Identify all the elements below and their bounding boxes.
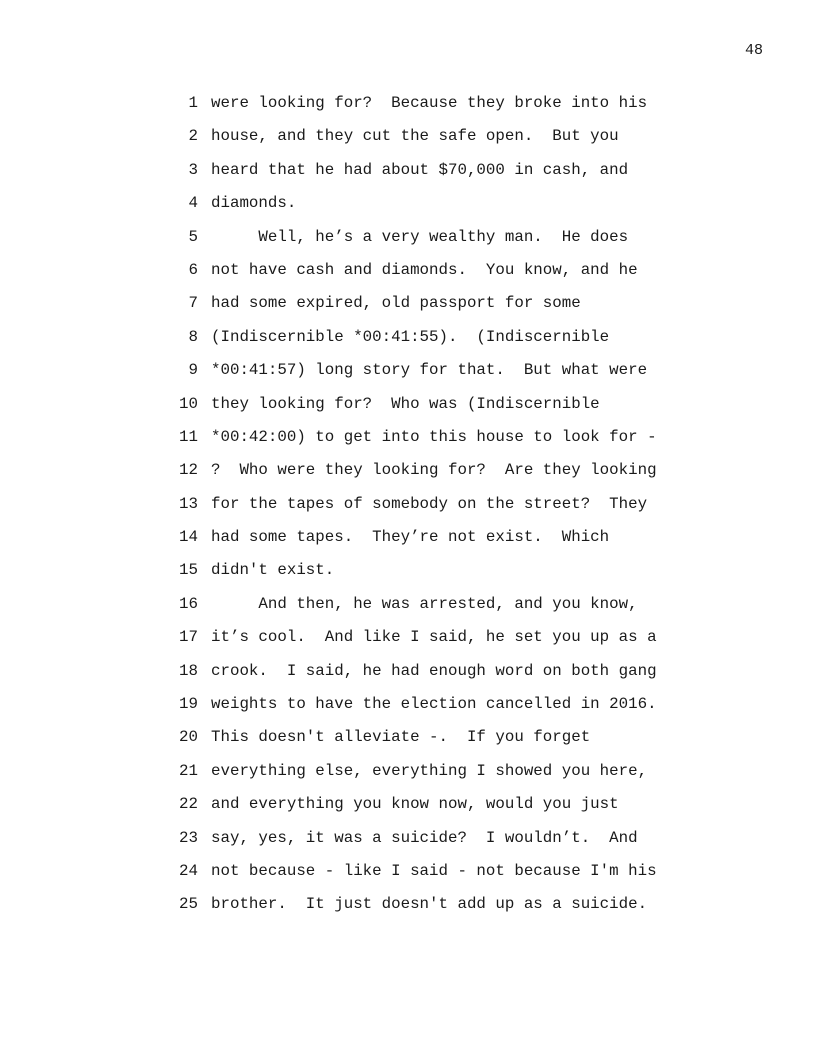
line-text: And then, he was arrested, and you know,	[211, 594, 638, 613]
transcript-line	[176, 491, 776, 524]
transcript-line	[176, 324, 776, 357]
transcript-line	[176, 791, 776, 824]
line-text: had some expired, old passport for some	[211, 294, 581, 313]
line-number: 12	[179, 461, 198, 480]
line-number: 24	[179, 861, 198, 880]
transcript-line	[176, 457, 776, 490]
transcript-line	[176, 524, 776, 557]
line-number: 13	[179, 494, 198, 513]
transcript-line	[176, 591, 776, 624]
line-text: brother. It just doesn't add up as a suicide.	[211, 895, 648, 914]
line-number: 15	[179, 561, 198, 580]
line-number: 21	[179, 761, 198, 780]
transcript-line	[176, 758, 776, 791]
transcript-line	[176, 123, 776, 156]
line-number: 1	[188, 94, 198, 112]
line-number: 10	[179, 394, 198, 413]
line-text: This doesn't alleviate -. If you forget	[211, 728, 591, 747]
line-text: say, yes, it was a suicide? I wouldn’t. And	[211, 828, 638, 847]
transcript-line	[176, 224, 776, 257]
line-number: 11	[179, 427, 198, 446]
transcript-line	[176, 257, 776, 290]
transcript-line	[176, 658, 776, 691]
line-text: crook. I said, he had enough word on both gang	[211, 661, 657, 680]
line-text: *00:42:00) to get into this house to look for -	[211, 427, 657, 446]
line-text: not have cash and diamonds. You know, and he	[211, 260, 638, 279]
line-number: 3	[188, 160, 198, 179]
line-number: 17	[179, 628, 198, 647]
line-text: they looking for? Who was (Indiscernible	[211, 394, 600, 413]
transcript-line	[176, 290, 776, 323]
transcript-line	[176, 357, 776, 390]
transcript-line	[176, 424, 776, 457]
line-number: 8	[188, 327, 198, 346]
line-text: diamonds.	[211, 194, 297, 213]
line-text: heard that he had about $70,000 in cash, and	[211, 160, 629, 179]
line-number: 4	[188, 194, 198, 213]
line-number: 6	[188, 260, 198, 279]
transcript-line	[176, 190, 776, 223]
line-text: house, and they cut the safe open. But you	[211, 127, 619, 146]
transcript-line	[176, 157, 776, 190]
line-text: Well, he’s a very wealthy man. He does	[211, 227, 629, 246]
line-text: for the tapes of somebody on the street? They	[211, 494, 648, 513]
line-text: didn't exist.	[211, 561, 335, 580]
line-text: were looking for? Because they broke into his	[211, 94, 648, 112]
line-text: ? Who were they looking for? Are they looking	[211, 461, 657, 480]
line-number: 25	[179, 895, 198, 914]
line-number: 18	[179, 661, 198, 680]
line-text: it’s cool. And like I said, he set you up as a	[211, 628, 657, 647]
transcript-line	[176, 90, 776, 123]
line-number: 7	[188, 294, 198, 313]
line-number: 16	[179, 594, 198, 613]
line-text: *00:41:57) long story for that. But what were	[211, 361, 648, 380]
transcript-line	[176, 624, 776, 657]
transcript-line	[176, 891, 776, 924]
transcript-line	[176, 557, 776, 590]
line-number: 14	[179, 528, 198, 547]
transcript-line	[176, 391, 776, 424]
line-text: everything else, everything I showed you here,	[211, 761, 648, 780]
line-text: and everything you know now, would you just	[211, 795, 619, 814]
line-number: 20	[179, 728, 198, 747]
line-number: 5	[188, 227, 198, 246]
line-number: 19	[179, 695, 198, 714]
transcript-line	[176, 691, 776, 724]
transcript-body	[176, 90, 776, 925]
line-text: (Indiscernible *00:41:55). (Indiscernible	[211, 327, 610, 346]
page-number: 48	[744, 42, 763, 59]
transcript-line	[176, 825, 776, 858]
line-number: 2	[188, 127, 198, 146]
line-number: 22	[179, 795, 198, 814]
line-text: not because - like I said - not because I'm his	[211, 861, 657, 880]
line-text: had some tapes. They’re not exist. Which	[211, 528, 610, 547]
transcript-line	[176, 858, 776, 891]
line-number: 23	[179, 828, 198, 847]
line-number: 9	[188, 361, 198, 380]
line-text: weights to have the election cancelled in 2016.	[211, 695, 657, 714]
transcript-line	[176, 724, 776, 757]
